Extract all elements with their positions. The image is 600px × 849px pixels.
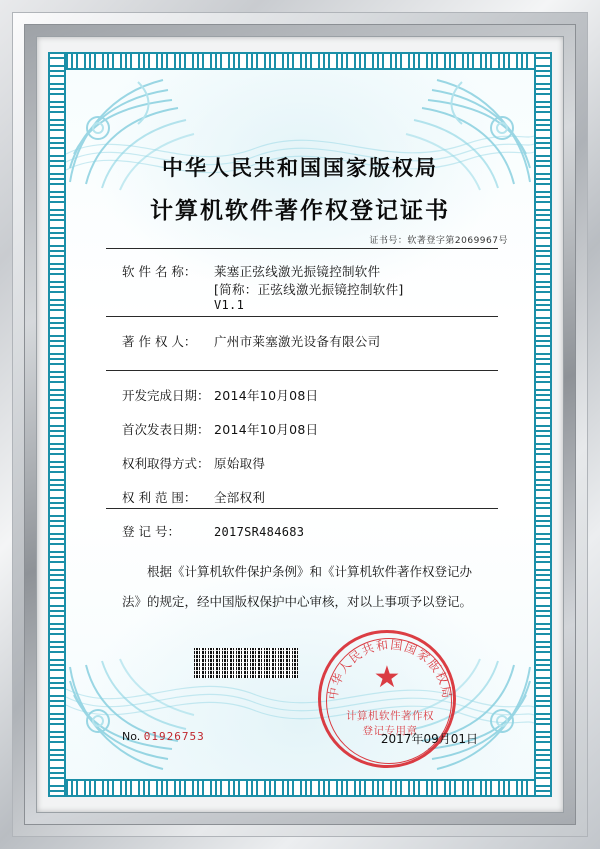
official-seal <box>318 630 456 768</box>
field-value: 全部权利 <box>214 490 266 505</box>
footer-serial-label: No. <box>122 730 141 743</box>
certificate-number-value: 软著登字第2069967号 <box>407 236 508 246</box>
border-pattern-top <box>48 52 552 70</box>
divider <box>106 248 498 249</box>
field-value: 2017SR484683 <box>214 525 305 539</box>
certificate-field <box>66 70 534 779</box>
statement-paragraph: 根据《计算机软件保护条例》和《计算机软件著作权登记办法》的规定，经中国版权保护中心审核，对以上事项予以登记。 <box>122 564 473 609</box>
certificate-title: 计算机软件著作权登记证书 <box>150 197 450 224</box>
seal-star-icon: ★ <box>373 660 401 695</box>
field-label: 软 件 名 称： <box>122 264 197 279</box>
footer-serial-value: 01926753 <box>143 730 205 743</box>
issuer-title: 中华人民共和国国家版权局 <box>162 155 438 180</box>
field-label: 登 记 号： <box>122 524 180 539</box>
certificate-content <box>66 70 534 779</box>
field-label: 权利取得方式： <box>122 456 210 471</box>
certificate-number <box>369 233 508 246</box>
seal-arc-text <box>321 633 459 771</box>
border-pattern-left <box>48 52 66 797</box>
field-acquisition-method <box>122 454 265 472</box>
svg-text:中华人民共和国国家版权局: 中华人民共和国国家版权局 <box>325 637 455 701</box>
field-label: 开发完成日期： <box>122 388 210 403</box>
field-software-version <box>214 298 244 312</box>
field-value: V1.1 <box>214 298 245 312</box>
field-label: 首次发表日期： <box>122 422 210 437</box>
divider <box>106 316 498 317</box>
field-copyright-owner <box>122 332 380 350</box>
border-pattern-right <box>534 52 552 797</box>
field-software-short-name <box>214 280 404 298</box>
field-rights-scope <box>122 488 265 506</box>
field-value: 莱塞正弦线激光振镜控制软件 <box>214 264 381 279</box>
field-value: 原始取得 <box>214 456 266 471</box>
field-value: 广州市莱塞激光设备有限公司 <box>214 334 381 349</box>
field-label: 著 作 权 人： <box>122 334 197 349</box>
seal-line-1: 计算机软件著作权 <box>346 710 434 722</box>
field-software-name <box>122 262 380 280</box>
field-value: [简称：正弦线激光振镜控制软件] <box>214 282 404 297</box>
divider <box>106 370 498 371</box>
field-value: 2014年10月08日 <box>214 422 319 437</box>
field-development-date <box>122 386 318 404</box>
field-first-publish-date <box>122 420 318 438</box>
certificate-number-label: 证书号： <box>369 236 408 246</box>
certificate-document <box>48 52 552 797</box>
divider <box>106 508 498 509</box>
field-label: 权 利 范 围： <box>122 490 197 505</box>
footer-issue-date: 2017年09月01日 <box>380 732 478 746</box>
barcode <box>194 648 298 678</box>
border-pattern-bottom <box>48 779 552 797</box>
seal-line-2: 登记专用章 <box>362 725 418 737</box>
footer-serial-number <box>122 730 205 743</box>
field-registration-number <box>122 522 304 540</box>
field-value: 2014年10月08日 <box>214 388 319 403</box>
